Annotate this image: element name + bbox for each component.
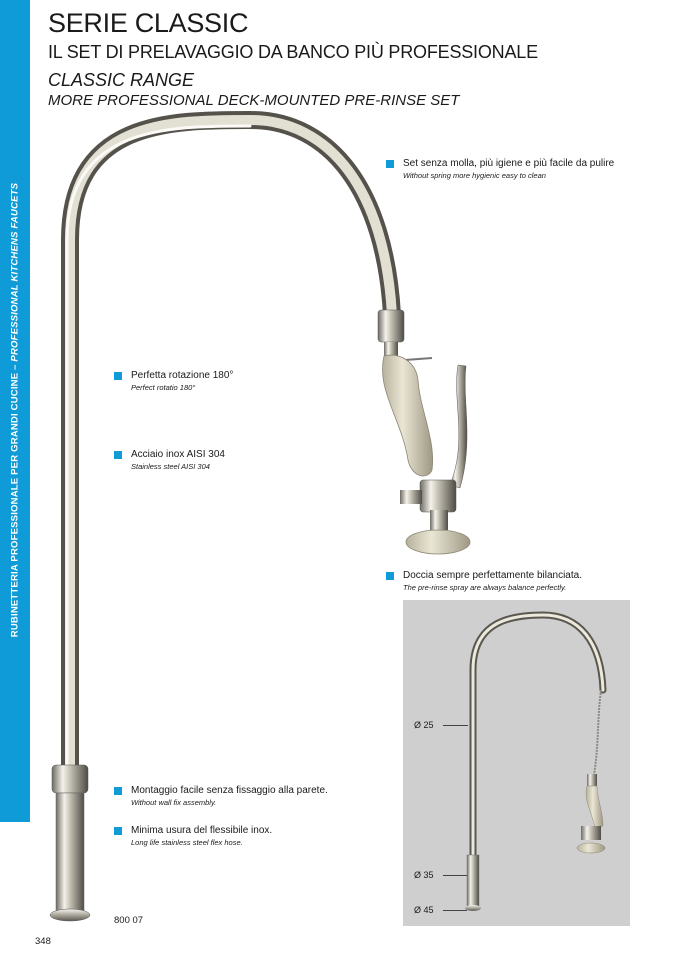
feature-item xyxy=(386,569,582,594)
product-code: 800 07 xyxy=(114,915,144,926)
spray-head xyxy=(406,530,470,554)
sidebar-separator: – xyxy=(9,361,21,373)
sidebar-text-it: RUBINETTERIA PROFESSIONALE PER GRANDI CUCINE xyxy=(9,372,21,638)
bullet-square-icon xyxy=(114,787,122,795)
faucet-base xyxy=(56,793,84,911)
feature-text-it: Doccia sempre perfettamente bilanciata. xyxy=(403,570,582,581)
bullet-square-icon xyxy=(114,827,122,835)
dimension-leader-line xyxy=(443,725,468,726)
page-subtitle-en: MORE PROFESSIONAL DECK-MOUNTED PRE-RINSE SET xyxy=(48,92,460,109)
feature-text-it: Acciaio inox AISI 304 xyxy=(131,449,225,460)
sidebar-text-en: PROFESSIONAL KITCHENS FAUCETS xyxy=(9,182,21,362)
page-title: SERIE CLASSIC xyxy=(48,8,249,38)
bullet-square-icon xyxy=(114,451,122,459)
feature-item xyxy=(114,369,233,394)
spray-lever xyxy=(450,365,467,488)
feature-text-en: The pre-rinse spray are always balance perfectly. xyxy=(403,583,567,592)
dimension-label-collar: Ø 35 xyxy=(414,870,434,880)
hose-coupling xyxy=(378,310,404,342)
dimension-label-pipe: Ø 25 xyxy=(414,720,434,730)
feature-text-it: Montaggio facile senza fissaggio alla parete. xyxy=(131,785,328,796)
feature-item xyxy=(114,784,328,809)
dimension-leader-line xyxy=(443,910,467,911)
dimension-label-base: Ø 45 xyxy=(414,905,434,915)
feature-item xyxy=(114,824,272,849)
bullet-square-icon xyxy=(386,160,394,168)
feature-item xyxy=(386,157,614,182)
bullet-square-icon xyxy=(386,572,394,580)
valve-block xyxy=(420,480,456,512)
feature-text-en: Stainless steel AISI 304 xyxy=(131,462,210,471)
dimension-leader-line xyxy=(443,875,467,876)
bullet-square-icon xyxy=(114,372,122,380)
spray-handle xyxy=(382,355,432,476)
feature-text-en: Without spring more hygienic easy to clean xyxy=(403,171,546,180)
feature-text-en: Without wall fix assembly. xyxy=(131,798,217,807)
page-number: 348 xyxy=(35,936,51,947)
page-title-en: CLASSIC RANGE xyxy=(48,70,195,90)
feature-text-it: Minima usura del flessibile inox. xyxy=(131,825,273,836)
faucet-pipe xyxy=(70,120,392,770)
feature-text-en: Long life stainless steel flex hose. xyxy=(131,838,243,847)
dimension-photo-panel xyxy=(403,600,630,926)
feature-text-it: Perfetta rotazione 180° xyxy=(131,370,234,381)
page-subtitle: IL SET DI PRELAVAGGIO DA BANCO PIÙ PROFESSIONALE xyxy=(48,42,538,62)
feature-item xyxy=(114,448,225,473)
feature-text-en: Perfect rotatio 180° xyxy=(131,383,196,392)
faucet-base-collar xyxy=(52,765,88,793)
feature-text-it: Set senza molla, più igiene e più facile da pulire xyxy=(403,158,615,169)
faucet-small-image xyxy=(403,600,630,926)
